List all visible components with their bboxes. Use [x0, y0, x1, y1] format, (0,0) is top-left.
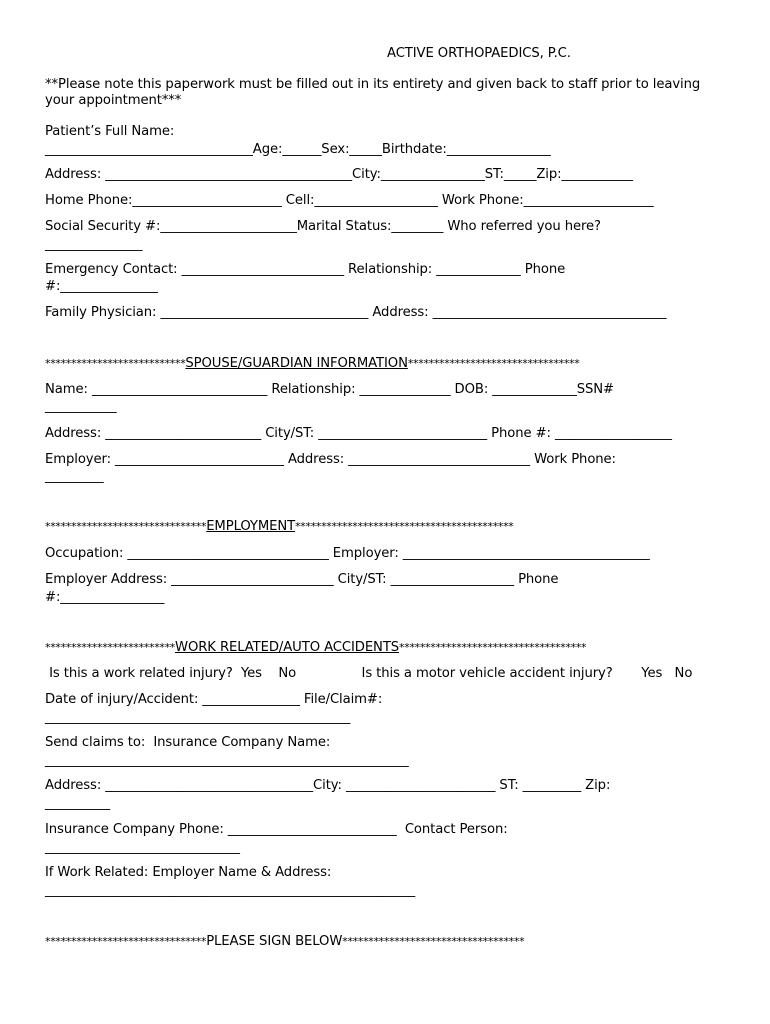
family-physician-fields: Family Physician: ________________________________ Address: ____________________________________ — [45, 305, 667, 320]
spouse-section-heading — [45, 356, 735, 372]
signature-heading-stars-left: ******************************* — [45, 935, 207, 948]
employment-section-heading — [45, 519, 735, 535]
employer-address-fields: Employer Address: _________________________ City/ST: ___________________ Phone — [45, 572, 559, 587]
signature-heading-stars-right: *********************************** — [342, 935, 525, 948]
work-employer-field: _________________________________________________________ — [45, 883, 416, 898]
insurance-company-field: ________________________________________________________ — [45, 753, 409, 768]
spouse-employer-fields: Employer: __________________________ Address: ____________________________ Work Phone: — [45, 452, 616, 467]
patient-address-fields: Address: ______________________________________City:________________ST:_____Zip:___________ — [45, 167, 633, 182]
accidents-section-heading — [45, 640, 735, 656]
work-employer-label: If Work Related: Employer Name & Address: — [45, 865, 332, 880]
signature-heading-label: PLEASE SIGN BELOW — [206, 934, 343, 949]
patient-phone-fields: Home Phone:_______________________ Cell:___________________ Work Phone:____________________ — [45, 193, 654, 208]
spouse-heading-stars-right: ********************************* — [407, 357, 580, 370]
employment-heading-stars-right: ****************************************** — [295, 520, 514, 533]
signature-section-heading — [45, 934, 735, 950]
insurance-address-fields: Address: ________________________________City: _______________________ ST: _________ Zip: — [45, 778, 611, 793]
ssn-marital-referral-fields: Social Security #:_____________________Marital Status:________ Who referred you here? — [45, 219, 601, 234]
employer-phone-field: #:________________ — [45, 590, 165, 605]
emergency-contact-fields: Emergency Contact: _________________________ Relationship: _____________ Phone — [45, 262, 566, 277]
instructions-note-line2: your appointment*** — [45, 93, 182, 108]
instructions-note-line1: **Please note this paperwork must be filled out in its entirety and given back to staff prior to leaving — [45, 77, 701, 92]
emergency-phone-field: #:_______________ — [45, 279, 158, 294]
spouse-address-fields: Address: ________________________ City/ST: __________________________ Phone #: __________________ — [45, 426, 672, 441]
employment-heading-label: EMPLOYMENT — [206, 519, 296, 534]
accidents-heading-stars-right: ************************************ — [399, 641, 587, 654]
insurance-zip-field: __________ — [45, 796, 110, 811]
employment-heading-stars-left: ******************************* — [45, 520, 207, 533]
accidents-heading-stars-left: ************************* — [45, 641, 176, 654]
injury-date-claim-fields: Date of injury/Accident: _______________ File/Claim#: — [45, 692, 383, 707]
injury-type-questions: Is this a work related injury? Yes No Is this a motor vehicle accident injury? Yes No — [45, 666, 693, 681]
spouse-heading-stars-left: *************************** — [45, 357, 186, 370]
claim-number-field: _______________________________________________ — [45, 710, 351, 725]
patient-age-sex-birthdate-fields: ________________________________Age:______Sex:_____Birthdate:________________ — [45, 142, 551, 157]
spouse-name-relationship-dob-fields: Name: ___________________________ Relationship: ______________ DOB: _____________SSN# — [45, 382, 614, 397]
insurance-company-label: Send claims to: Insurance Company Name: — [45, 735, 331, 750]
occupation-employer-fields: Occupation: _______________________________ Employer: ______________________________________ — [45, 546, 650, 561]
insurance-phone-contact-fields: Insurance Company Phone: __________________________ Contact Person: — [45, 822, 508, 837]
form-title: ACTIVE ORTHOPAEDICS, P.C. — [387, 46, 571, 61]
spouse-heading-label: SPOUSE/GUARDIAN INFORMATION — [185, 356, 408, 371]
contact-person-field: ______________________________ — [45, 840, 240, 855]
spouse-work-phone-field: _________ — [45, 469, 104, 484]
spouse-ssn-field: ___________ — [45, 399, 117, 414]
accidents-heading-label: WORK RELATED/AUTO ACCIDENTS — [175, 640, 400, 655]
patient-name-label: Patient’s Full Name: — [45, 124, 175, 139]
referral-answer-field: _______________ — [45, 237, 143, 252]
